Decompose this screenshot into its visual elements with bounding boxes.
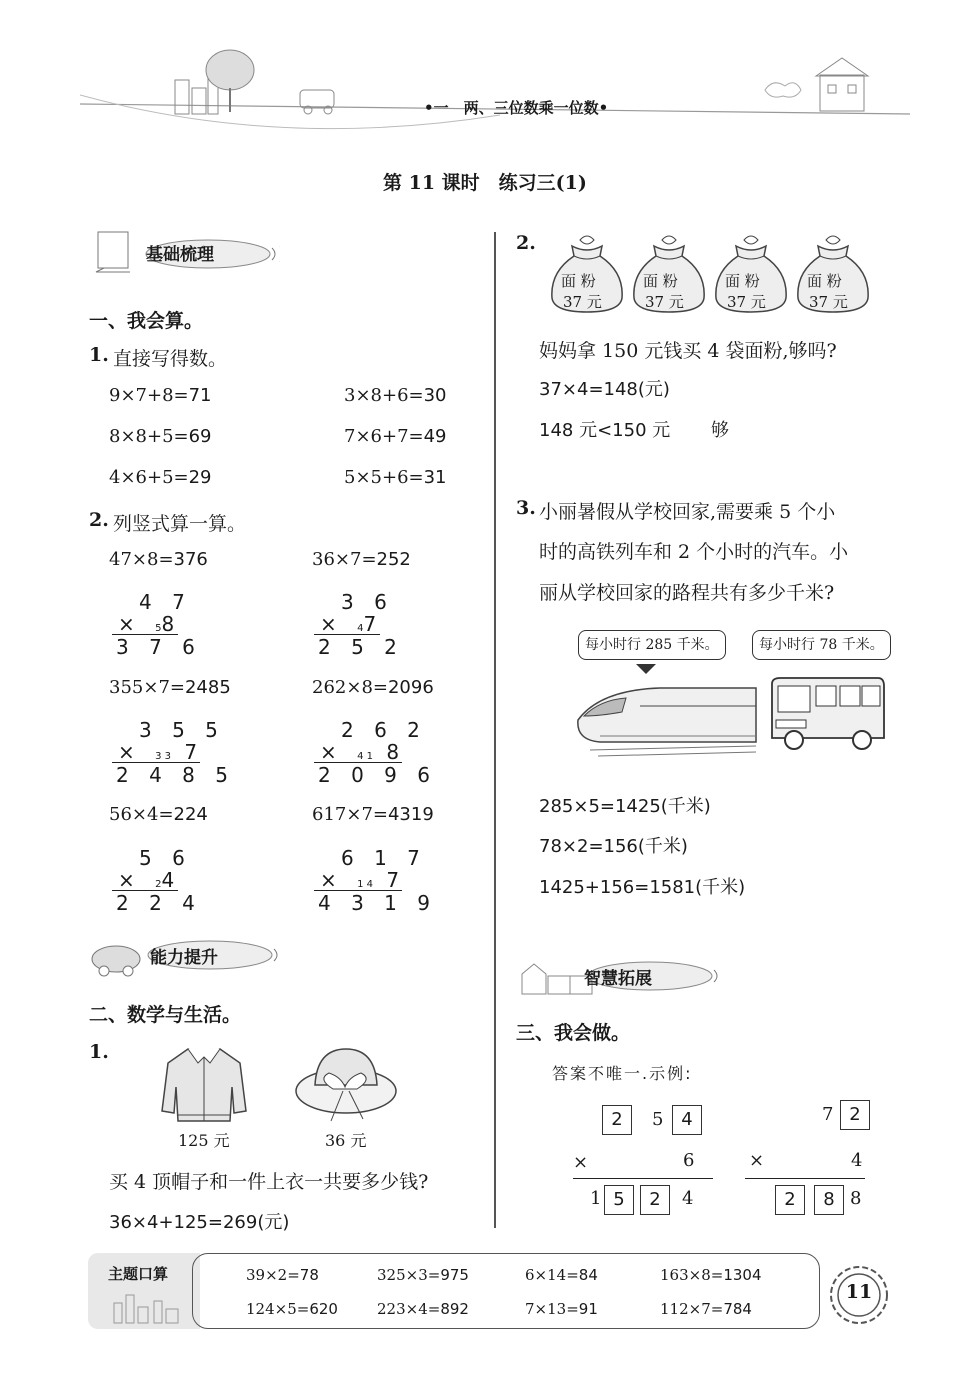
basic-badge bbox=[146, 240, 214, 265]
digit-text: 1 bbox=[590, 1188, 602, 1209]
section1-title: 一、我会算。 bbox=[89, 310, 204, 332]
bag-label: 面 粉 bbox=[725, 272, 760, 290]
lesson-title: 第 11 课时 练习三(1) bbox=[383, 172, 587, 194]
s2-q3-text-3: 丽从学校回家的路程共有多少千米? bbox=[539, 582, 835, 604]
calc-item: 7×6+7=49 bbox=[344, 426, 447, 447]
vertical-top: 3 5 5 bbox=[139, 718, 225, 742]
vertical-expr: 617×7=4319 bbox=[312, 804, 434, 825]
vertical-result: 2 4 8 5 bbox=[116, 763, 235, 787]
bag-price: 37 元 bbox=[727, 293, 766, 311]
bag-price: 37 元 bbox=[645, 293, 684, 311]
digit-text: 6 bbox=[683, 1150, 695, 1171]
s2-q1-label: 1. bbox=[89, 1041, 109, 1063]
digit-box: 2 bbox=[840, 1100, 870, 1130]
digit-box: 2 bbox=[640, 1185, 670, 1215]
calc-item: 3×8+6=30 bbox=[344, 385, 447, 406]
digit-text: 8 bbox=[850, 1188, 862, 1209]
section3-note: 答案不唯一.示例: bbox=[552, 1064, 693, 1083]
oral-item: 39×2=78 bbox=[246, 1266, 319, 1284]
vertical-expr: 56×4=224 bbox=[109, 804, 208, 825]
q2-text: 列竖式算一算。 bbox=[113, 513, 247, 535]
vertical-top: 5 6 bbox=[139, 846, 192, 870]
s2-q3-text-2: 时的高铁列车和 2 个小时的汽车。小 bbox=[539, 541, 849, 563]
bag-label: 面 粉 bbox=[561, 272, 596, 290]
chapter-title: •一 两、三位数乘一位数• bbox=[424, 99, 609, 117]
jacket-price: 125 元 bbox=[178, 1131, 230, 1150]
vertical-result: 2 0 9 6 bbox=[318, 763, 437, 787]
s2-q3-answer-2: 78×2=156(千米) bbox=[539, 836, 688, 857]
q1-label: 1. bbox=[89, 344, 109, 366]
vertical-top: 3 6 bbox=[341, 590, 394, 614]
vertical-mul: × 4 1 8 bbox=[320, 740, 407, 764]
multiply-sign: × bbox=[749, 1150, 765, 1171]
oral-item: 223×4=892 bbox=[377, 1300, 469, 1318]
page-number: 11 bbox=[845, 1281, 873, 1303]
ability-badge-label: 能力提升 bbox=[150, 948, 218, 968]
wisdom-badge bbox=[584, 964, 652, 989]
ability-badge bbox=[150, 943, 218, 968]
hat-price: 36 元 bbox=[325, 1131, 367, 1150]
multiply-sign: × bbox=[573, 1152, 589, 1173]
train-image bbox=[570, 660, 760, 760]
oral-item: 7×13=91 bbox=[525, 1300, 598, 1318]
digit-box: 2 bbox=[775, 1185, 805, 1215]
bag-price: 37 元 bbox=[563, 293, 602, 311]
vertical-mul: × 3 3 7 bbox=[118, 740, 205, 764]
vertical-result: 4 3 1 9 bbox=[318, 891, 437, 915]
train-bubble-tail bbox=[636, 664, 656, 674]
topic-badge bbox=[88, 1253, 200, 1329]
vertical-result: 2 5 2 bbox=[318, 635, 404, 659]
topic-badge-label: 主题口算 bbox=[108, 1265, 169, 1283]
q2-label: 2. bbox=[89, 509, 109, 531]
oral-item: 325×3=975 bbox=[377, 1266, 469, 1284]
calc-item: 8×8+5=69 bbox=[109, 426, 212, 447]
bus-image bbox=[766, 676, 886, 752]
bag-label: 面 粉 bbox=[643, 272, 678, 290]
vertical-mul: × 24 bbox=[118, 868, 182, 892]
bag-price: 37 元 bbox=[809, 293, 848, 311]
vertical-result: 2 2 4 bbox=[116, 891, 202, 915]
digit-box: 5 bbox=[604, 1185, 634, 1215]
digit-text: 7 bbox=[822, 1104, 834, 1125]
vertical-top: 2 6 2 bbox=[341, 718, 427, 742]
s2-q3-answer-1: 285×5=1425(千米) bbox=[539, 796, 711, 817]
vertical-top: 6 1 7 bbox=[341, 846, 427, 870]
digit-text: 5 bbox=[652, 1109, 664, 1130]
bus-speech-bubble bbox=[752, 630, 891, 660]
digit-box: 2 bbox=[602, 1105, 632, 1135]
digit-text: 4 bbox=[682, 1188, 694, 1209]
hat-image bbox=[293, 1045, 399, 1125]
train-speech-bubble bbox=[578, 630, 726, 660]
s2-q1-text: 买 4 顶帽子和一件上衣一共要多少钱? bbox=[109, 1171, 429, 1193]
s2-q2-answer-1: 37×4=148(元) bbox=[539, 379, 670, 400]
wisdom-badge-label: 智慧拓展 bbox=[584, 969, 652, 989]
calc-item: 5×5+6=31 bbox=[344, 467, 447, 488]
s2-q3-label: 3. bbox=[516, 497, 536, 519]
oral-item: 6×14=84 bbox=[525, 1266, 598, 1284]
s2-q2-label: 2. bbox=[516, 232, 536, 254]
vertical-expr: 262×8=2096 bbox=[312, 677, 434, 698]
section2-title: 二、数学与生活。 bbox=[89, 1004, 242, 1026]
basic-badge-label: 基础梳理 bbox=[146, 245, 214, 265]
s2-q3-text-1: 小丽暑假从学校回家,需要乘 5 个小 bbox=[539, 501, 836, 523]
digit-box: 8 bbox=[814, 1185, 844, 1215]
oral-item: 124×5=620 bbox=[246, 1300, 338, 1318]
column-divider bbox=[494, 232, 496, 1228]
calc-item: 4×6+5=29 bbox=[109, 467, 212, 488]
digit-box: 4 bbox=[672, 1105, 702, 1135]
vertical-mul: × 58 bbox=[118, 612, 182, 636]
city-icon bbox=[108, 1291, 188, 1325]
s2-q2-answer-3: 够 bbox=[711, 420, 729, 441]
bag-label: 面 粉 bbox=[807, 272, 842, 290]
s2-q2-answer-2: 148 元<150 元 bbox=[539, 420, 671, 441]
s2-q2-text: 妈妈拿 150 元钱买 4 袋面粉,够吗? bbox=[539, 340, 837, 362]
vertical-expr: 36×7=252 bbox=[312, 549, 411, 570]
vertical-result: 3 7 6 bbox=[116, 635, 202, 659]
calc-item: 9×7+8=71 bbox=[109, 385, 212, 406]
train-speech-text: 每小时行 285 千米。 bbox=[585, 637, 719, 653]
section3-title: 三、我会做。 bbox=[516, 1022, 631, 1044]
q1-text: 直接写得数。 bbox=[113, 348, 228, 370]
vertical-expr: 47×8=376 bbox=[109, 549, 208, 570]
digit-text: 4 bbox=[851, 1150, 863, 1171]
jacket-image bbox=[158, 1043, 250, 1125]
result-line bbox=[745, 1178, 865, 1179]
vertical-expr: 355×7=2485 bbox=[109, 677, 231, 698]
oral-item: 163×8=1304 bbox=[660, 1266, 762, 1284]
vertical-mul: × 47 bbox=[320, 612, 384, 636]
vertical-top: 4 7 bbox=[139, 590, 192, 614]
bus-speech-text: 每小时行 78 千米。 bbox=[759, 637, 884, 653]
oral-item: 112×7=784 bbox=[660, 1300, 752, 1318]
result-line bbox=[573, 1178, 713, 1179]
s2-q1-answer: 36×4+125=269(元) bbox=[109, 1212, 290, 1233]
s2-q3-answer-3: 1425+156=1581(千米) bbox=[539, 877, 746, 898]
vertical-mul: × 1 4 7 bbox=[320, 868, 407, 892]
